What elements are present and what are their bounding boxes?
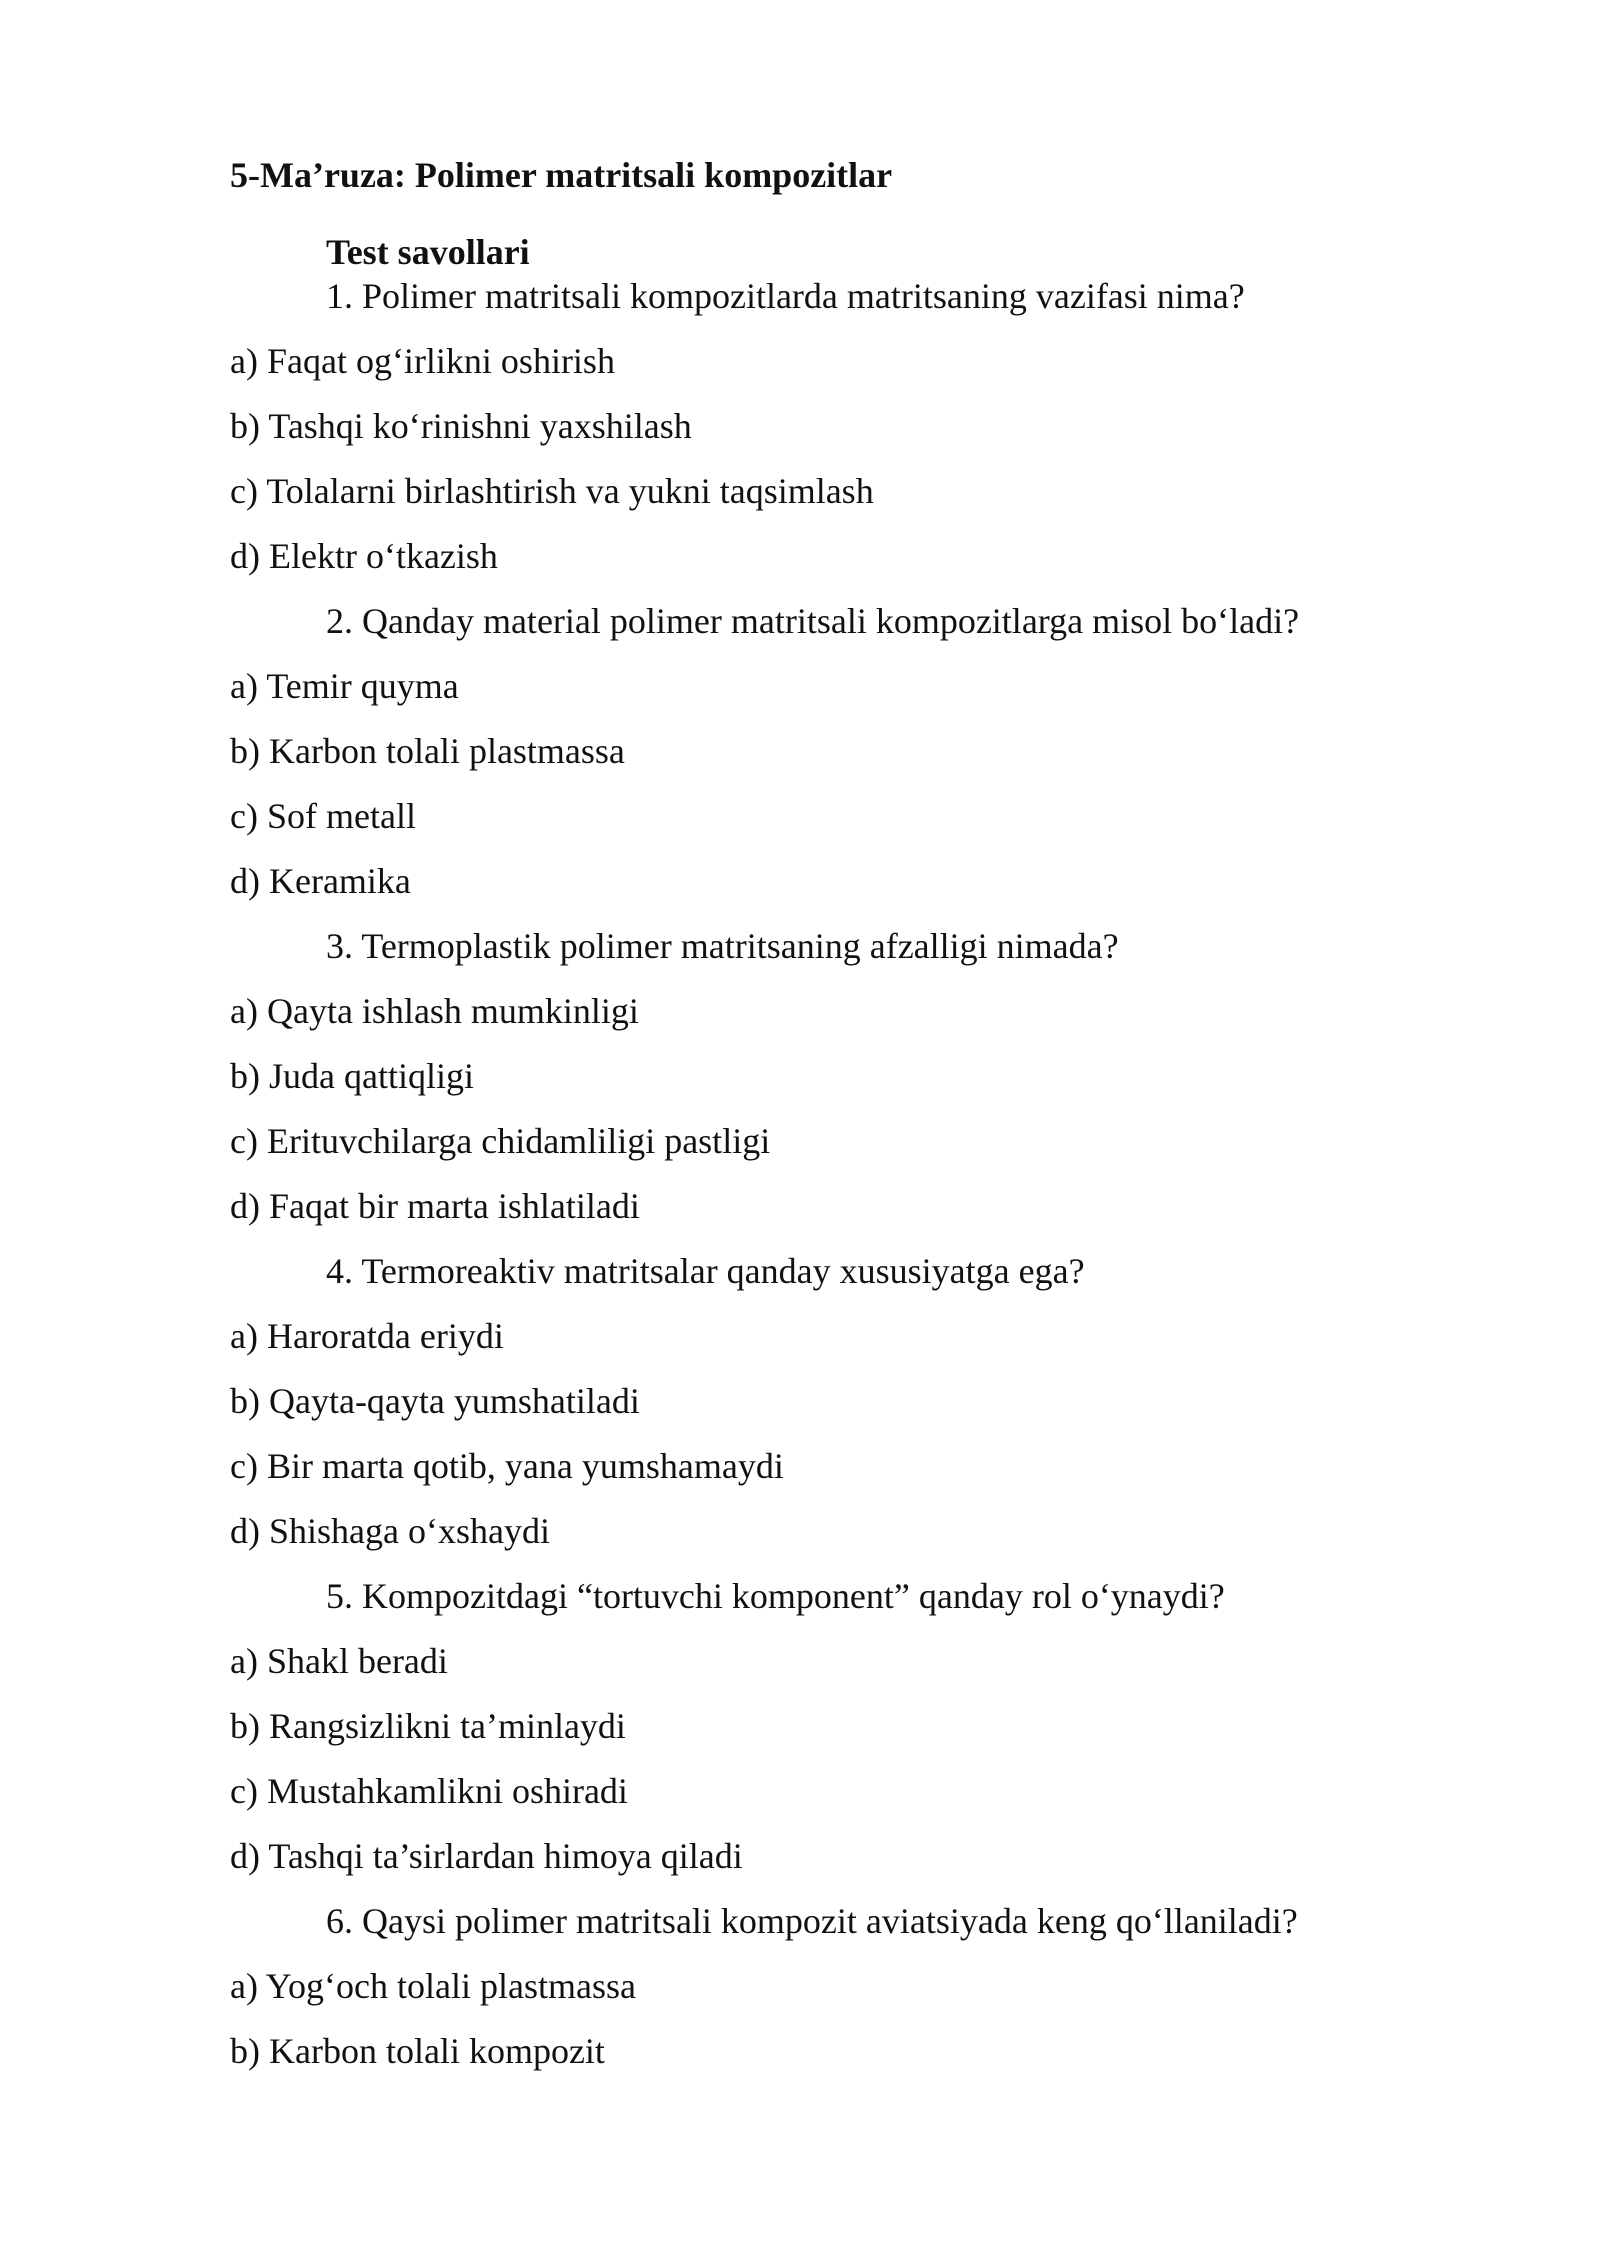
section-title: Test savollari	[326, 232, 530, 272]
question-5-text: 5. Kompozitdagi “tortuvchi komponent” qanday rol o‘ynaydi?	[326, 1576, 1225, 1616]
question-3-option-a: a) Qayta ishlash mumkinligi	[230, 991, 639, 1031]
question-2-text: 2. Qanday material polimer matritsali kompozitlarga misol bo‘ladi?	[326, 601, 1300, 641]
question-5-option-d: d) Tashqi ta’sirlardan himoya qiladi	[230, 1836, 743, 1876]
question-6-option-a: a) Yog‘och tolali plastmassa	[230, 1966, 636, 2006]
question-1-option-a: a) Faqat og‘irlikni oshirish	[230, 341, 615, 381]
question-6-text: 6. Qaysi polimer matritsali kompozit aviatsiyada keng qo‘llaniladi?	[326, 1901, 1298, 1941]
document-content	[230, 150, 1410, 2094]
question-block	[230, 274, 1410, 578]
question-block	[230, 924, 1410, 1228]
question-4-option-d: d) Shishaga o‘xshaydi	[230, 1511, 550, 1551]
question-block	[230, 1899, 1410, 2073]
question-4-option-c: c) Bir marta qotib, yana yumshamaydi	[230, 1446, 784, 1486]
question-3-option-c: c) Erituvchilarga chidamliligi pastligi	[230, 1121, 771, 1161]
question-2-option-b: b) Karbon tolali plastmassa	[230, 731, 625, 771]
question-2-option-d: d) Keramika	[230, 861, 411, 901]
question-1-text: 1. Polimer matritsali kompozitlarda matritsaning vazifasi nima?	[326, 276, 1245, 316]
question-2-option-c: c) Sof metall	[230, 796, 416, 836]
question-2-option-a: a) Temir quyma	[230, 666, 459, 706]
question-block	[230, 599, 1410, 903]
question-5-option-c: c) Mustahkamlikni oshiradi	[230, 1771, 628, 1811]
question-block	[230, 1574, 1410, 1878]
question-3-option-b: b) Juda qattiqligi	[230, 1056, 474, 1096]
question-1-option-c: c) Tolalarni birlashtirish va yukni taqsimlash	[230, 471, 874, 511]
document-title: 5-Ma’ruza: Polimer matritsali kompozitlar	[230, 155, 893, 195]
question-block	[230, 1249, 1410, 1553]
question-5-option-b: b) Rangsizlikni ta’minlaydi	[230, 1706, 626, 1746]
question-3-text: 3. Termoplastik polimer matritsaning afzalligi nimada?	[326, 926, 1119, 966]
question-1-option-b: b) Tashqi ko‘rinishni yaxshilash	[230, 406, 692, 446]
question-3-option-d: d) Faqat bir marta ishlatiladi	[230, 1186, 640, 1226]
question-6-option-b: b) Karbon tolali kompozit	[230, 2031, 605, 2071]
question-4-text: 4. Termoreaktiv matritsalar qanday xususiyatga ega?	[326, 1251, 1085, 1291]
question-4-option-a: a) Haroratda eriydi	[230, 1316, 504, 1356]
question-5-option-a: a) Shakl beradi	[230, 1641, 448, 1681]
question-1-option-d: d) Elektr o‘tkazish	[230, 536, 498, 576]
question-4-option-b: b) Qayta-qayta yumshatiladi	[230, 1381, 640, 1421]
